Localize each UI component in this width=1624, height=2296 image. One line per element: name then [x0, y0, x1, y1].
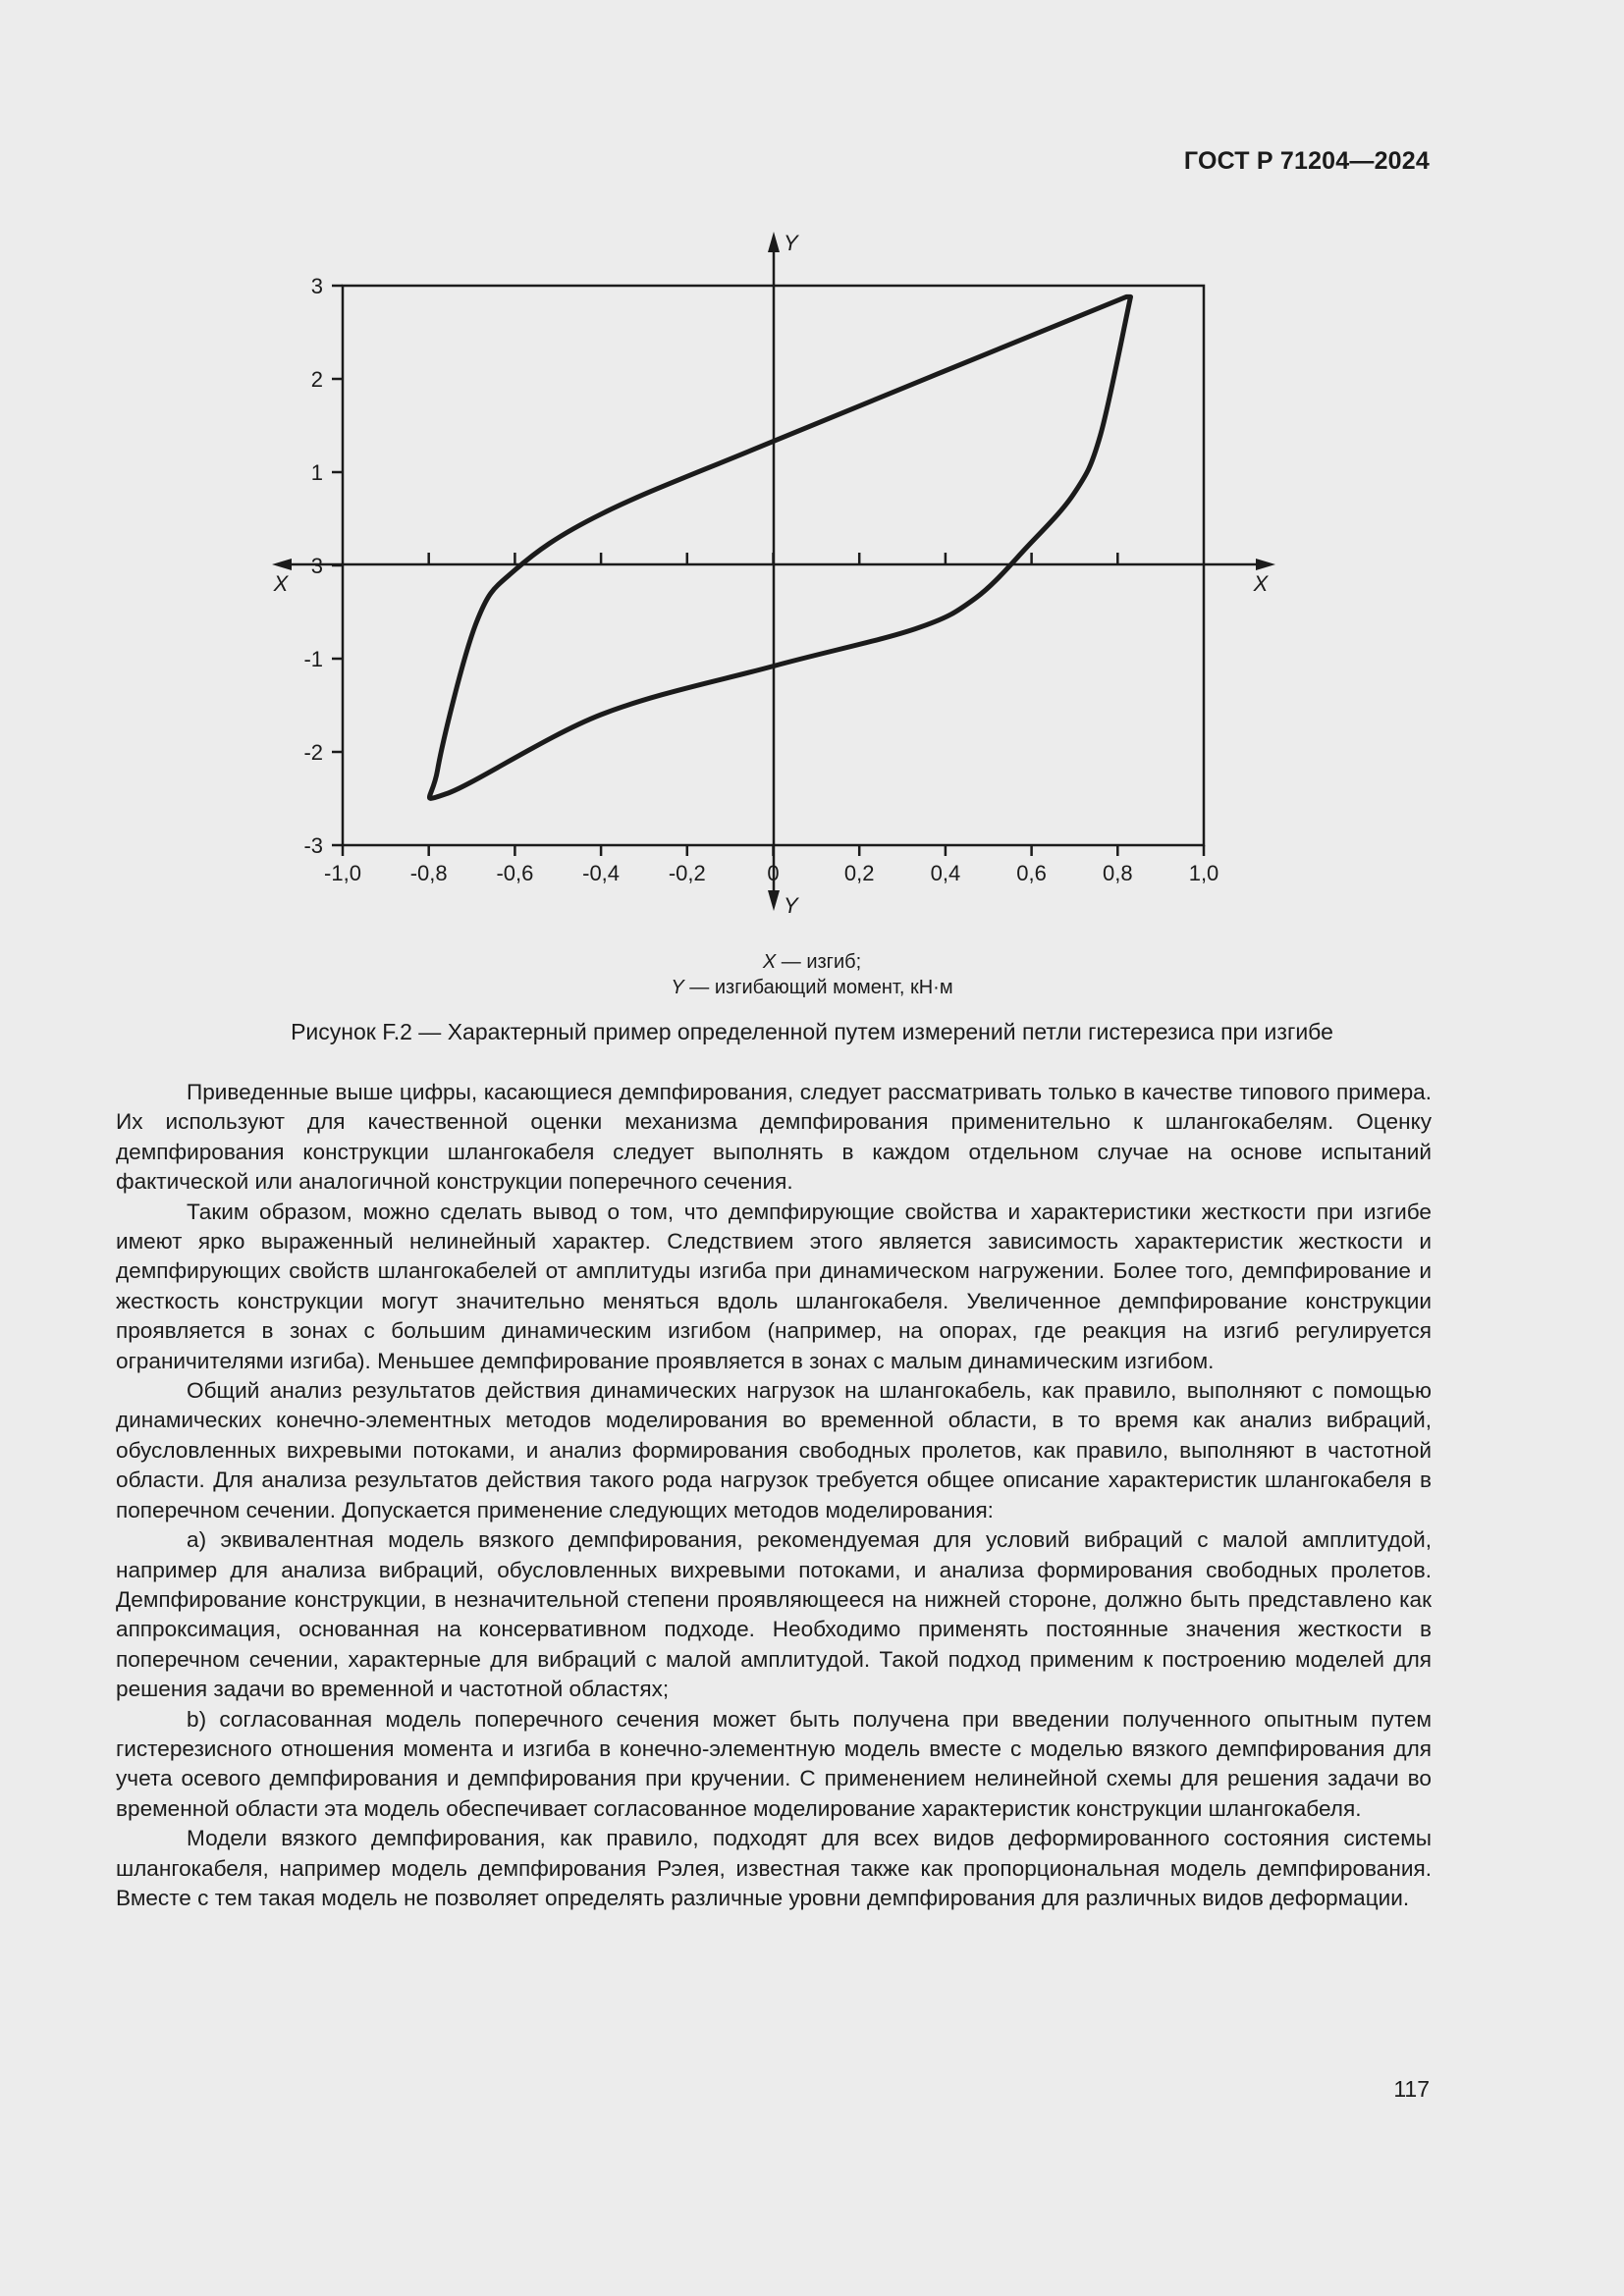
x-axis-arrow-right: [1256, 559, 1275, 570]
x-tick-label: 0,6: [1016, 861, 1047, 885]
y-tick-label: -1: [303, 647, 323, 671]
y-axis: [768, 231, 799, 918]
paragraph: Приведенные выше цифры, касающиеся демпфирования, следует рассматривать только в качестве типового примера. Их используют для качественной оценки механизма демпфирования применительно к шлангокабелям. Оценку демпфирования конструкции шлангокабеля следует выполнять в каждом отдельном случае на основе испытаний фактической или аналогичной конструкции поперечного сечения.: [116, 1080, 1432, 1195]
y-tick-label: -3: [303, 833, 323, 858]
legend-x-symbol: X: [762, 951, 777, 973]
x-tick-label: 0,4: [930, 861, 961, 885]
x-tick-label: 0,2: [843, 861, 875, 885]
list-item-b: b) согласованная модель поперечного сечения может быть получена при введении полученного опытным путем гистерезисного отношения момента и изгиба в конечно-элементную модель вместе с моделью вязкого демпфирования для учета осевого демпфирования и демпфирования при кручении. С применением нелинейной схемы для решения задачи во временной области эта модель обеспечивает согласованное моделирование характеристик конструкции шлангокабеля.: [116, 1706, 1432, 1821]
y-axis-label-bottom: Y: [784, 893, 798, 918]
x-tick-label: 1,0: [1188, 861, 1219, 885]
y-axis-arrow-bottom: [768, 890, 780, 911]
y-tick-label: 1: [310, 460, 323, 485]
y-tick-label: 3: [310, 554, 323, 578]
figure-caption: Рисунок F.2 — Характерный пример определенной путем измерений петли гистерезиса при изгибе: [291, 1019, 1333, 1044]
y-axis-arrow-top: [768, 232, 780, 252]
y-ticks: [303, 274, 343, 858]
x-tick-label: 0: [767, 861, 780, 885]
x-axis-label-right: X: [1253, 571, 1269, 596]
hysteresis-chart: [0, 0, 1624, 1021]
x-tick-label: -1,0: [324, 861, 361, 885]
paragraph: Модели вязкого демпфирования, как правило, подходят для всех видов деформированного состояния системы шлангокабеля, например модель демпфирования Рэлея, известная также как пропорциональная модель демпфирования. Вместе с тем такая модель не позволяет определять различные уровни демпфирования для различных видов деформации.: [116, 1826, 1432, 1910]
body-text: [116, 1078, 1432, 1913]
legend-y-symbol: Y: [671, 977, 684, 998]
x-tick-label: -0,6: [496, 861, 534, 885]
legend-y: [0, 976, 1624, 1000]
x-axis-arrow-left: [272, 559, 292, 570]
legend-y-text: — изгибающий момент, кН·м: [683, 977, 953, 998]
x-tick-label: 0,8: [1103, 861, 1133, 885]
hysteresis-loop: [429, 296, 1130, 798]
y-tick-label: 3: [310, 274, 323, 298]
page-number: 117: [1393, 2076, 1430, 2102]
list-item-a: а) эквивалентная модель вязкого демпфирования, рекомендуемая для условий вибраций с малой амплитудой, например для анализа вибраций, обусловленных вихревыми потоками, и анализа формирования свободных пролетов. Демпфирование конструкции, в незначительной степени проявляющееся на нижней стороне, должно быть представлено как аппроксимация, основанная на консервативном подходе. Необходимо применять постоянные значения жесткости в поперечном сечении, характерные для вибраций с малой амплитудой. Такой подход применим к построению моделей для решения задачи во временной и частотной областях;: [116, 1527, 1432, 1702]
y-tick-label: -2: [303, 740, 323, 765]
document-header: ГОСТ Р 71204—2024: [1183, 147, 1430, 175]
x-tick-label: -0,2: [668, 861, 706, 885]
paragraph: Общий анализ результатов действия динамических нагрузок на шлангокабель, как правило, выполняют с помощью динамических конечно-элементных методов моделирования во временной области, в то время как анализ вибраций, обусловленных вихревыми потоками, и анализ формирования свободных пролетов, как правило, выполняют в частотной области. Для анализа результатов действия такого рода нагрузок требуется общее описание характеристик шлангокабеля в поперечном сечении. Допускается применение следующих методов моделирования:: [116, 1378, 1432, 1522]
paragraph: Таким образом, можно сделать вывод о том, что демпфирующие свойства и характеристики жесткости при изгибе имеют ярко выраженный нелинейный характер. Следствием этого является зависимость характеристик жесткости и демпфирующих свойств шлангокабелей от амплитуды изгиба при динамическом нагружении. Более того, демпфирование и жесткость конструкции могут значительно меняться вдоль шлангокабеля. Увеличенное демпфирование конструкции проявляется в зонах с большим динамическим изгибом (например, на опорах, где реакция на изгиб регулируется ограничителями изгиба). Меньшее демпфирование проявляется в зонах с малым динамическим изгибом.: [116, 1199, 1432, 1373]
x-tick-label: -0,4: [582, 861, 621, 885]
legend-x: [0, 950, 1624, 975]
y-axis-label-top: Y: [784, 231, 798, 255]
y-tick-label: 2: [310, 367, 323, 392]
x-axis-label-left: X: [273, 571, 289, 596]
legend-x-text: — изгиб;: [776, 951, 862, 973]
x-tick-label: -0,8: [409, 861, 448, 885]
x-ticks: [324, 553, 1218, 885]
